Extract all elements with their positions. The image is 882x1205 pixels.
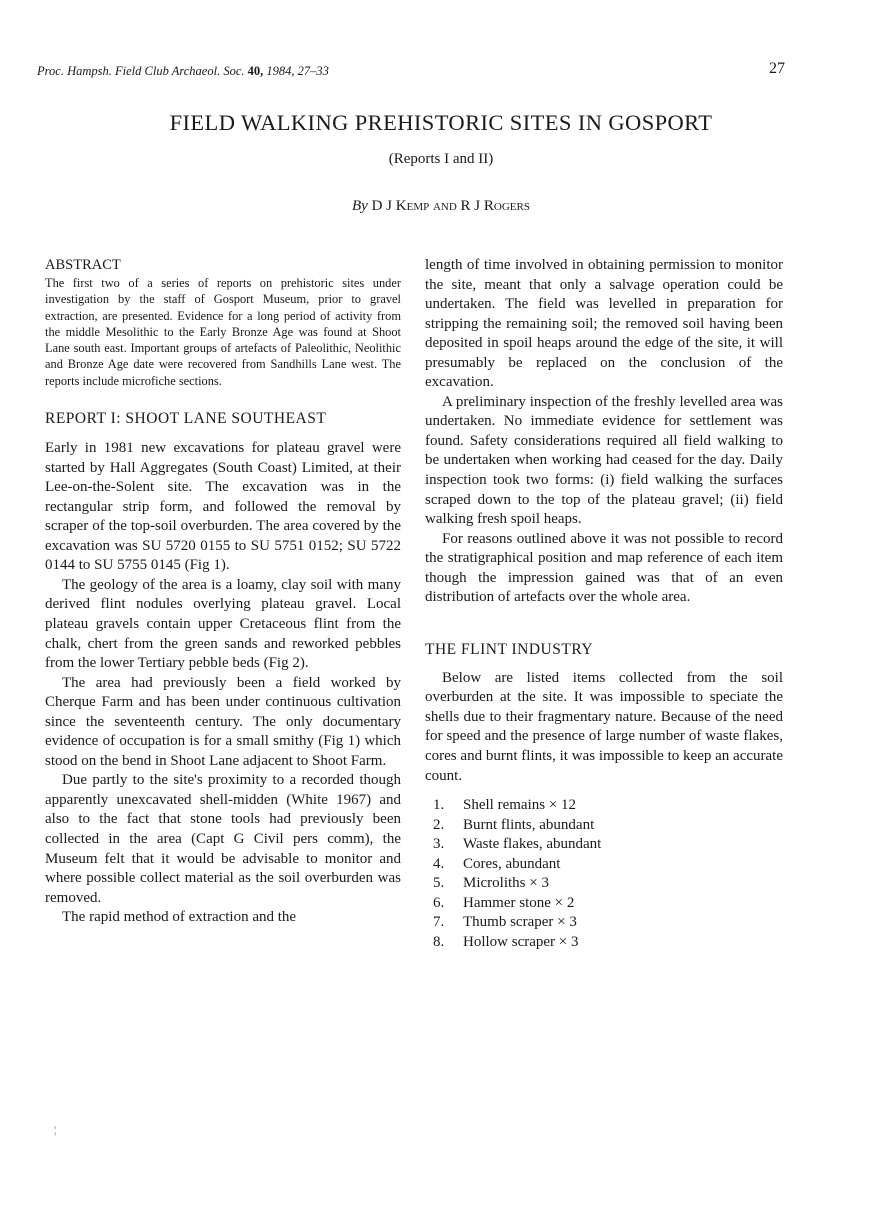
abstract-text: The first two of a series of reports on prehistoric sites under investigation by the staff of Gosport Museum, prior to gravel extraction, are presented. Evidence for a long period of activity from the middle Mesolithic to the Early Bronze Age was found at Shoot Lane south east. Important groups of artefacts of Paleolithic, Neolithic and Bronze Age date were recovered from Sandhills Lane west. The reports include microfiche sections. [45,276,401,388]
item-number: 4. [433,855,445,872]
item-number: 6. [433,894,445,911]
list-item [425,796,783,816]
item-text: Cores, abundant [463,855,561,872]
journal-year-pages: 1984, 27–33 [266,64,329,78]
item-number: 7. [433,914,445,931]
item-text: Hammer stone × 2 [463,894,575,911]
item-text: Hollow scraper × 3 [463,933,579,950]
left-column [45,256,401,928]
page-number: 27 [769,60,785,77]
paragraph: For reasons outlined above it was not possible to record the stratigraphical position and map reference of each item though the impression gained was that of an even distribution of artefacts over the whole area. [425,530,783,606]
authors: D J Kemp and R J Rogers [371,198,530,214]
flint-items-list [425,796,783,952]
item-number: 3. [433,836,445,853]
paragraph: A preliminary inspection of the freshly levelled area was undertaken. No immediate evidence for settlement was found. Safety considerations required all field walking to be undertaken when working had ceased for the day. Daily inspection took two forms: (i) field walking the surfaces scraped down to the top of the plateau gravel; (ii) field walking fresh spoil heaps. [425,393,783,528]
item-number: 2. [433,816,445,833]
byline [0,198,882,215]
list-item [425,874,783,894]
paragraph: Due partly to the site's proximity to a recorded though apparently unexcavated shell-midden (White 1967) and also to the fact that stone tools had previously been collected in the area (Capt G Civil pers comm), the Museum felt that it would be advisable to monitor and where possible collect material as the soil overburden was removed. [45,772,401,906]
list-item [425,816,783,836]
item-text: Shell remains × 12 [463,797,577,814]
list-item [425,933,783,953]
item-text: Waste flakes, abundant [463,836,602,853]
item-number: 1. [433,797,445,814]
list-item [425,894,783,914]
abstract-heading: ABSTRACT [45,257,121,273]
item-text: Thumb scraper × 3 [463,914,577,931]
paragraph: The area had previously been a field worked by Cherque Farm and has been under continuous cultivation since the seventeenth century. The only documentary evidence of occupation is for a small smithy (Fig 1) which stood on the bend in Shoot Lane adjacent to Shoot Farm. [45,674,401,769]
paragraph: Below are listed items collected from the soil overburden at the site. It was impossible to speciate the shells due to their fragmentary nature. Because of the need for speed and the presence of large number of waste flakes, cores and burnt flints, it was impossible to keep an accurate count. [425,669,783,784]
byline-by: By [352,198,368,214]
list-item [425,855,783,875]
running-head [37,64,329,79]
paragraph: The geology of the area is a loamy, clay soil with many derived flint nodules overlying plateau gravel. Local plateau gravels contain upper Cretaceous flint from the chalk, chert from the green sands and reworked pebbles from the lower Tertiary pebble beds (Fig 2). [45,576,401,672]
item-number: 8. [433,933,445,950]
journal-name: Proc. Hampsh. Field Club Archaeol. Soc. [37,64,245,78]
paragraph: length of time involved in obtaining permission to monitor the site, meant that only a salvage operation could be undertaken. The field was levelled in preparation for stripping the remaining soil; the removed soil having been deposited in spoil heaps around the edge of the site, it will presumably be replaced on the conclusion of the excavation. [425,257,783,391]
list-item [425,835,783,855]
article-title: FIELD WALKING PREHISTORIC SITES IN GOSPORT [169,110,713,135]
margin-mark: ¦ [54,1124,57,1136]
right-column [425,256,783,952]
paragraph: The rapid method of extraction and the [62,909,297,926]
item-number: 5. [433,875,445,892]
article-subtitle: (Reports I and II) [388,151,494,167]
list-item [425,913,783,933]
section-heading-flint-industry: THE FLINT INDUSTRY [425,640,594,658]
paragraph: Early in 1981 new excavations for plateau gravel were started by Hall Aggregates (South Coast) Limited, at their Lee-on-the-Solent site. The excavation was in the rectangular strip form, and followed the removal by scraper of the top-soil overburden. The area covered by the excavation was SU 5720 0155 to SU 5751 0152; SU 5722 0144 to SU 5755 0145 (Fig 1). [45,440,401,574]
section-heading-report-1: REPORT I: SHOOT LANE SOUTHEAST [45,410,327,428]
journal-volume: 40, [247,64,264,78]
item-text: Burnt flints, abundant [463,816,595,833]
item-text: Microliths × 3 [463,875,549,892]
